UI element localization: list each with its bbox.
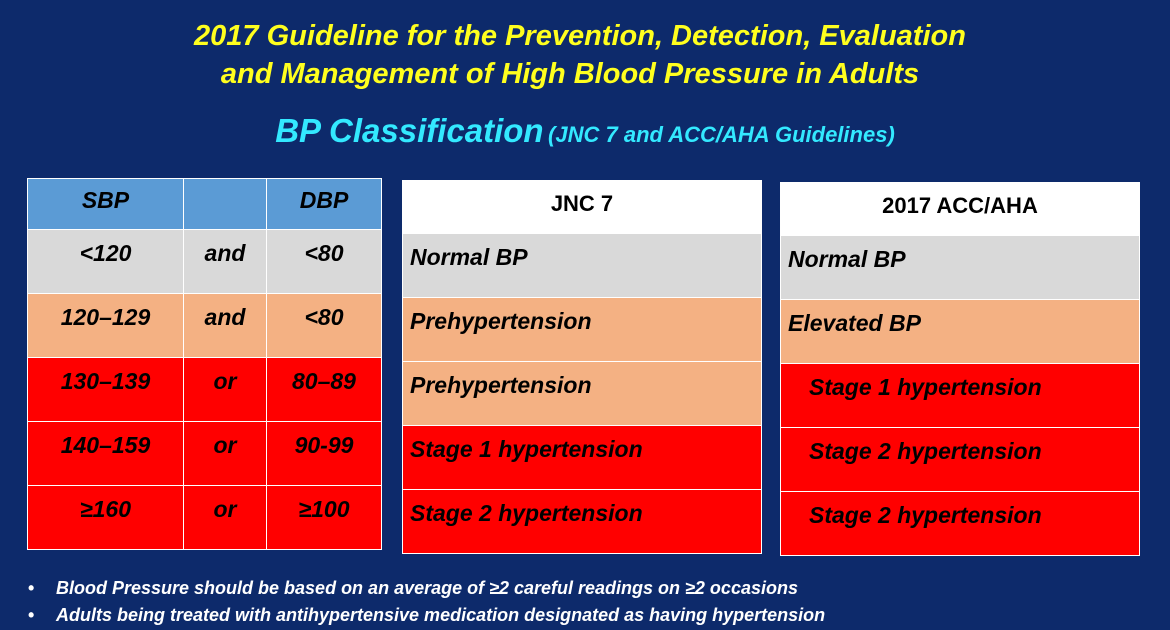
acc-aha-table <box>780 182 1140 556</box>
table-row <box>781 300 1140 364</box>
table-row <box>781 236 1140 300</box>
table-row <box>28 294 382 358</box>
acc-aha-category: Elevated BP <box>781 300 1140 364</box>
sbp-cell: <120 <box>28 230 184 294</box>
header-dbp: DBP <box>267 179 382 230</box>
dbp-cell: <80 <box>267 294 382 358</box>
conj-cell: and <box>184 294 267 358</box>
acc-aha-category: Stage 1 hypertension <box>781 364 1140 428</box>
conj-cell: or <box>184 486 267 550</box>
table-row <box>403 490 762 554</box>
sbp-cell: ≥160 <box>28 486 184 550</box>
bullet-icon: • <box>28 605 35 625</box>
sbp-cell: 120–129 <box>28 294 184 358</box>
jnc7-category: Stage 2 hypertension <box>403 490 762 554</box>
table-row <box>28 358 382 422</box>
sbp-cell: 140–159 <box>28 422 184 486</box>
header-blank <box>184 179 267 230</box>
table-row <box>28 422 382 486</box>
subtitle <box>0 112 1170 150</box>
acc-aha-category: Normal BP <box>781 236 1140 300</box>
dbp-cell: <80 <box>267 230 382 294</box>
jnc7-header: JNC 7 <box>403 181 762 234</box>
table-row <box>403 426 762 490</box>
conj-cell: or <box>184 422 267 486</box>
dbp-cell: ≥100 <box>267 486 382 550</box>
table-row <box>781 492 1140 556</box>
header-sbp: SBP <box>28 179 184 230</box>
conj-cell: or <box>184 358 267 422</box>
table-header-row <box>781 183 1140 236</box>
table-header-row <box>403 181 762 234</box>
jnc7-category: Prehypertension <box>403 362 762 426</box>
jnc7-table <box>402 180 762 554</box>
footnote-item <box>28 575 825 602</box>
footnote-text: Blood Pressure should be based on an average of ≥2 careful readings on ≥2 occasions <box>56 578 798 598</box>
conj-cell: and <box>184 230 267 294</box>
subtitle-main: BP Classification <box>275 112 544 149</box>
dbp-cell: 80–89 <box>267 358 382 422</box>
footnotes <box>28 575 825 629</box>
table-row <box>28 230 382 294</box>
table-row <box>781 428 1140 492</box>
title-line-2: and Management of High Blood Pressure in Adults <box>220 58 920 90</box>
table-row <box>403 362 762 426</box>
jnc7-category: Prehypertension <box>403 298 762 362</box>
acc-aha-category: Stage 2 hypertension <box>781 492 1140 556</box>
table-row <box>403 234 762 298</box>
dbp-cell: 90-99 <box>267 422 382 486</box>
acc-aha-header: 2017 ACC/AHA <box>781 183 1140 236</box>
table-row <box>781 364 1140 428</box>
subtitle-paren: (JNC 7 and ACC/AHA Guidelines) <box>548 122 895 147</box>
acc-aha-category: Stage 2 hypertension <box>781 428 1140 492</box>
footnote-item <box>28 602 825 629</box>
table-row <box>403 298 762 362</box>
jnc7-category: Stage 1 hypertension <box>403 426 762 490</box>
bp-range-table <box>27 178 382 550</box>
table-header-row <box>28 179 382 230</box>
sbp-cell: 130–139 <box>28 358 184 422</box>
bullet-icon: • <box>28 578 35 598</box>
table-row <box>28 486 382 550</box>
footnote-text: Adults being treated with antihypertensive medication designated as having hypertension <box>56 605 826 625</box>
jnc7-category: Normal BP <box>403 234 762 298</box>
title-line-1: 2017 Guideline for the Prevention, Detection, Evaluation <box>194 20 966 52</box>
